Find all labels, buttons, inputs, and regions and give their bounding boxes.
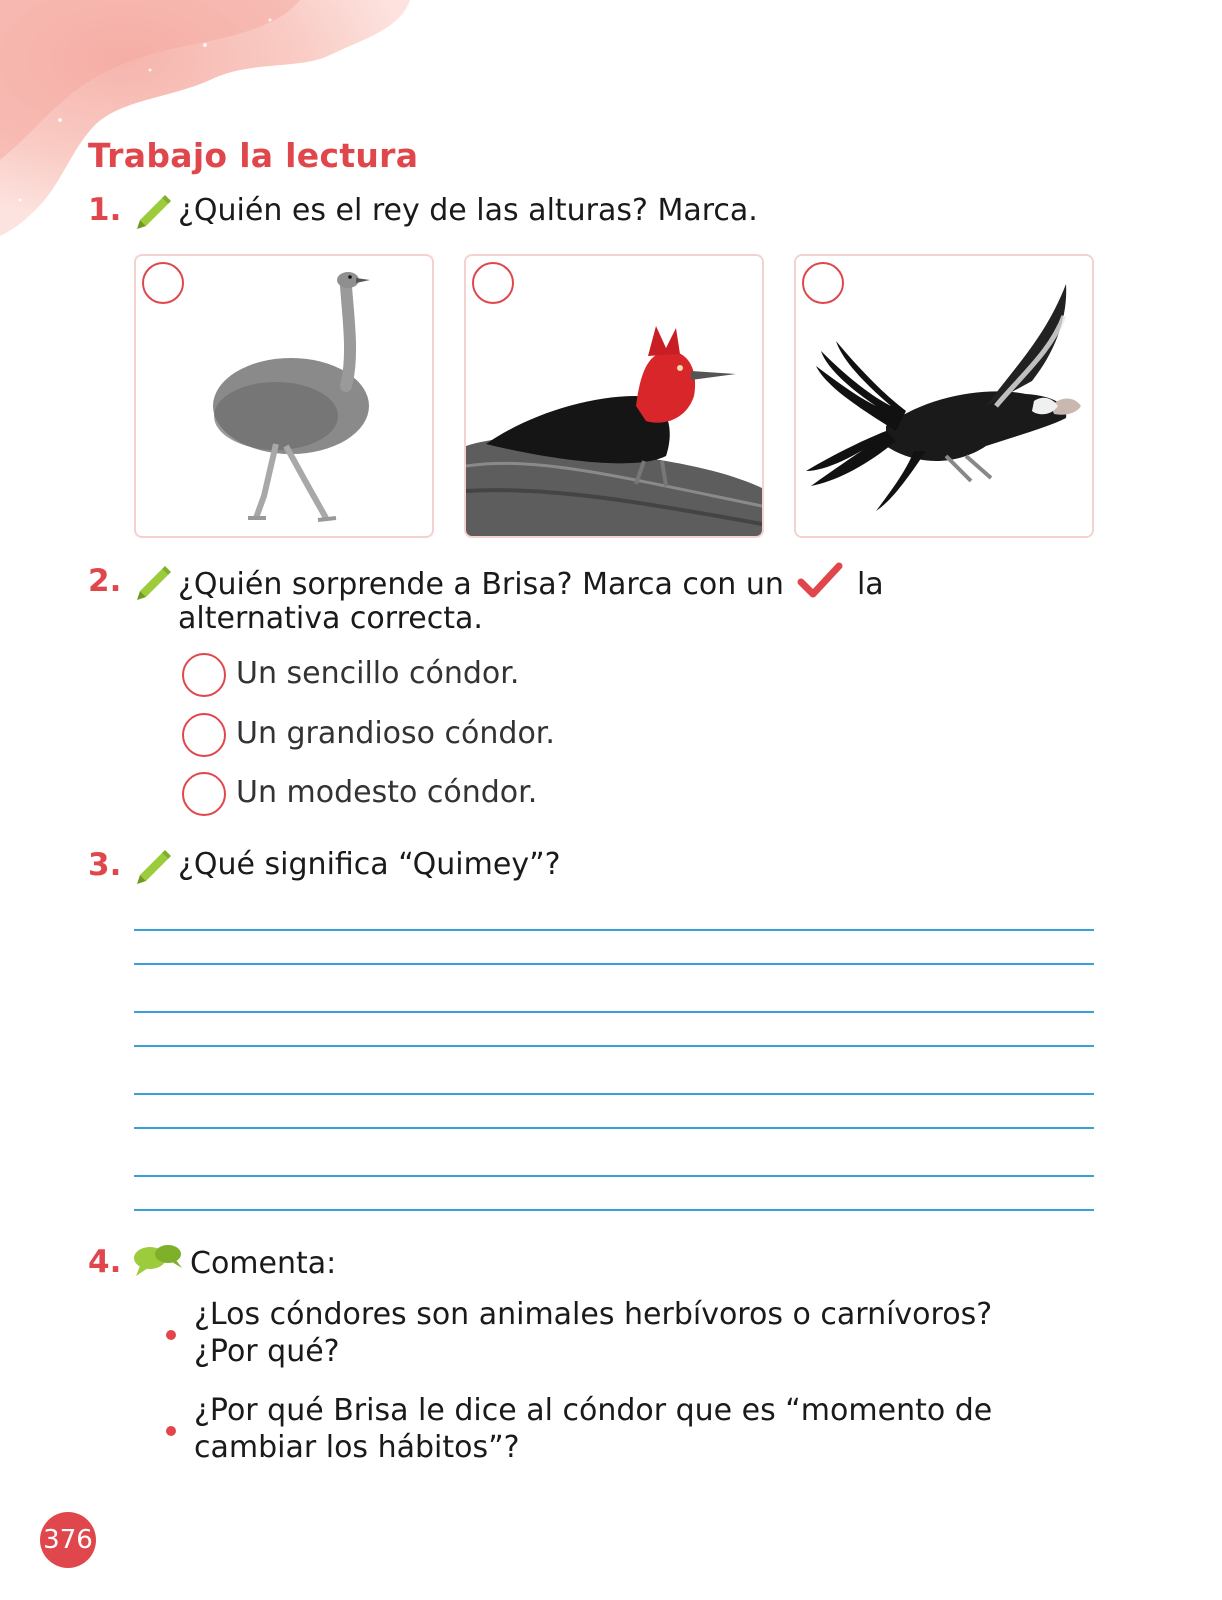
speech-bubbles-icon	[132, 1240, 184, 1282]
bullet-2-line2: cambiar los hábitos”?	[194, 1430, 520, 1465]
option-3-label: Un modesto cóndor.	[236, 775, 538, 810]
bullet-marker-2	[166, 1426, 176, 1436]
pencil-icon	[132, 845, 174, 887]
option-2-radio[interactable]	[182, 713, 226, 757]
writing-lines[interactable]	[134, 928, 1094, 1218]
section-title: Trabajo la lectura	[88, 136, 419, 175]
question-1-text: ¿Quién es el rey de las alturas? Marca.	[178, 193, 758, 228]
question-3-text: ¿Qué significa “Quimey”?	[178, 847, 561, 882]
question-4-number: 4.	[88, 1244, 122, 1280]
option-1-label: Un sencillo cóndor.	[236, 656, 520, 691]
condor-card[interactable]	[794, 254, 1094, 538]
question-2-text-part1: ¿Quién sorprende a Brisa? Marca con un	[178, 567, 784, 602]
pencil-icon	[132, 190, 174, 232]
woodpecker-checkbox[interactable]	[472, 262, 514, 304]
question-2-text	[178, 562, 884, 604]
option-2-label: Un grandioso cóndor.	[236, 716, 555, 751]
option-3-radio[interactable]	[182, 772, 226, 816]
question-1-number: 1.	[88, 192, 122, 228]
woodpecker-card[interactable]	[464, 254, 764, 538]
page-number: 376	[40, 1512, 96, 1568]
option-1-radio[interactable]	[182, 653, 226, 697]
bullet-1-line1: ¿Los cóndores son animales herbívoros o carnívoros?	[194, 1297, 993, 1332]
rhea-checkbox[interactable]	[142, 262, 184, 304]
question-3-number: 3.	[88, 847, 122, 883]
pencil-icon	[132, 561, 174, 603]
rhea-image	[136, 256, 432, 536]
question-2-text-part2: la	[856, 567, 884, 602]
rhea-card[interactable]	[134, 254, 434, 538]
question-2-number: 2.	[88, 563, 122, 599]
bullet-1-line2: ¿Por qué?	[194, 1334, 340, 1369]
condor-checkbox[interactable]	[802, 262, 844, 304]
woodpecker-image	[466, 256, 762, 536]
question-2-text-line2: alternativa correcta.	[178, 601, 483, 636]
condor-image	[796, 256, 1092, 536]
bullet-marker-1	[166, 1330, 176, 1340]
bullet-2-line1: ¿Por qué Brisa le dice al cóndor que es “momento de	[194, 1393, 993, 1428]
checkmark-icon	[797, 562, 843, 600]
question-4-text: Comenta:	[190, 1246, 337, 1281]
